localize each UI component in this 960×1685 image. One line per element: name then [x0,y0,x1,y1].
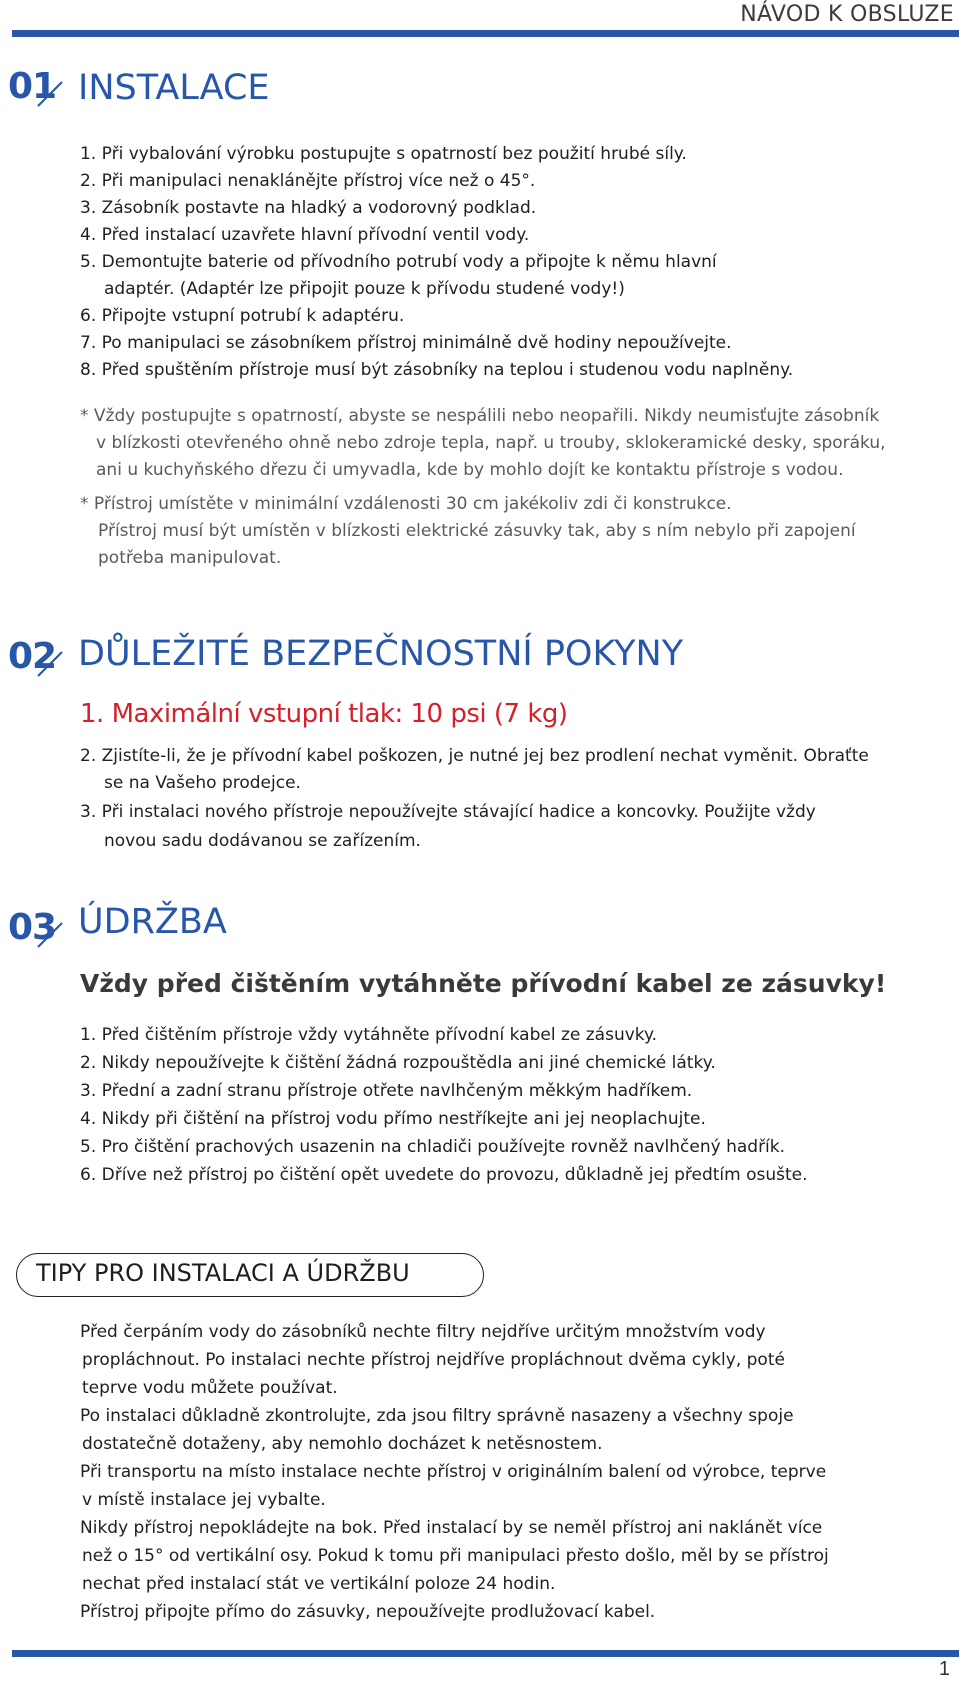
tips-line: dostatečně dotaženy, aby nemohlo docházet k netěsnostem. [82,1434,603,1454]
tips-line: v místě instalace jej vybalte. [82,1490,326,1510]
list-item: 7. Po manipulaci se zásobníkem přístroj minimálně dvě hodiny nepoužívejte. [80,333,732,353]
note-line: ani u kuchyňského dřezu či umyvadla, kde by mohlo dojít ke kontaktu přístroje s vodou. [96,460,844,480]
tips-title: TIPY PRO INSTALACI A ÚDRŽBU [36,1259,410,1287]
tips-line: propláchnout. Po instalaci nechte přístroj nejdříve propláchnout dvěma cykly, poté [82,1350,785,1370]
list-item: novou sadu dodávanou se zařízením. [104,831,421,851]
slash-icon [36,80,64,108]
section-title: ÚDRŽBA [78,902,227,942]
section-number: 01 [8,66,57,107]
list-item: 1. Při vybalování výrobku postupujte s opatrností bez použití hrubé síly. [80,144,687,164]
list-item: 4. Před instalací uzavřete hlavní přívodní ventil vody. [80,225,530,245]
footer-rule [12,1650,959,1657]
tips-line: teprve vodu můžete používat. [82,1378,338,1398]
section-title: INSTALACE [78,68,270,108]
maintenance-subtitle: Vždy před čištěním vytáhněte přívodní kabel ze zásuvky! [80,969,887,998]
note-line: potřeba manipulovat. [98,548,282,568]
list-item: 4. Nikdy při čištění na přístroj vodu přímo nestříkejte ani jej neoplachujte. [80,1109,706,1129]
tips-line: Při transportu na místo instalace nechte přístroj v originálním balení od výrobce, teprve [80,1462,827,1482]
list-item: 2. Nikdy nepoužívejte k čištění žádná rozpouštědla ani jiné chemické látky. [80,1053,716,1073]
slash-icon [36,650,64,678]
list-item: 2. Při manipulaci nenaklánějte přístroj více než o 45°. [80,171,536,191]
section-number: 03 [8,907,57,948]
list-item: 1. Před čištěním přístroje vždy vytáhněte přívodní kabel ze zásuvky. [80,1025,658,1045]
list-item: 5. Demontujte baterie od přívodního potrubí vody a připojte k němu hlavní [80,252,717,272]
header-title: NÁVOD K OBSLUZE [740,2,954,27]
max-pressure-warning: 1. Maximální vstupní tlak: 10 psi (7 kg) [80,699,568,729]
note-line: * Přístroj umístěte v minimální vzdálenosti 30 cm jakékoliv zdi či konstrukce. [80,494,732,514]
list-item: 6. Připojte vstupní potrubí k adaptéru. [80,306,405,326]
list-item: 3. Přední a zadní stranu přístroje otřete navlhčeným měkkým hadříkem. [80,1081,693,1101]
list-item: 6. Dříve než přístroj po čištění opět uvedete do provozu, důkladně jej předtím osušte. [80,1165,808,1185]
section-number: 02 [8,636,57,677]
tips-line: Před čerpáním vody do zásobníků nechte filtry nejdříve určitým množstvím vody [80,1322,766,1342]
tips-line: nechat před instalací stát ve vertikální poloze 24 hodin. [82,1574,556,1594]
note-line: * Vždy postupujte s opatrností, abyste se nespálili nebo neopařili. Nikdy neumisťujte zásobník [80,406,880,426]
tips-line: Nikdy přístroj nepokládejte na bok. Před instalací by se neměl přístroj ani naklánět více [80,1518,823,1538]
list-item: 2. Zjistíte-li, že je přívodní kabel poškozen, je nutné jej bez prodlení nechat vyměnit. Obraťte [80,746,869,766]
tips-line: Přístroj připojte přímo do zásuvky, nepoužívejte prodlužovací kabel. [80,1602,656,1622]
list-item: 3. Zásobník postavte na hladký a vodorovný podklad. [80,198,537,218]
header-rule [12,30,959,37]
tips-line: než o 15° od vertikální osy. Pokud k tomu při manipulaci přesto došlo, měl by se přístroj [82,1546,829,1566]
note-line: Přístroj musí být umístěn v blízkosti elektrické zásuvky tak, aby s ním nebylo při zapojení [98,521,856,541]
tips-line: Po instalaci důkladně zkontrolujte, zda jsou filtry správně nasazeny a všechny spoje [80,1406,794,1426]
list-item: se na Vašeho prodejce. [104,773,301,793]
note-line: v blízkosti otevřeného ohně nebo zdroje tepla, např. u trouby, sklokeramické desky, sporáku, [96,433,886,453]
list-item: 5. Pro čištění prachových usazenin na chladiči používejte rovněž navlhčený hadřík. [80,1137,786,1157]
page-number: 1 [938,1658,950,1680]
section-title: DŮLEŽITÉ BEZPEČNOSTNÍ POKYNY [78,634,684,674]
slash-icon [36,921,64,949]
list-item: 8. Před spuštěním přístroje musí být zásobníky na teplou i studenou vodu naplněny. [80,360,794,380]
list-item: 3. Při instalaci nového přístroje nepoužívejte stávající hadice a koncovky. Použijte vždy [80,802,816,822]
list-item: adaptér. (Adaptér lze připojit pouze k přívodu studené vody!) [104,279,625,299]
